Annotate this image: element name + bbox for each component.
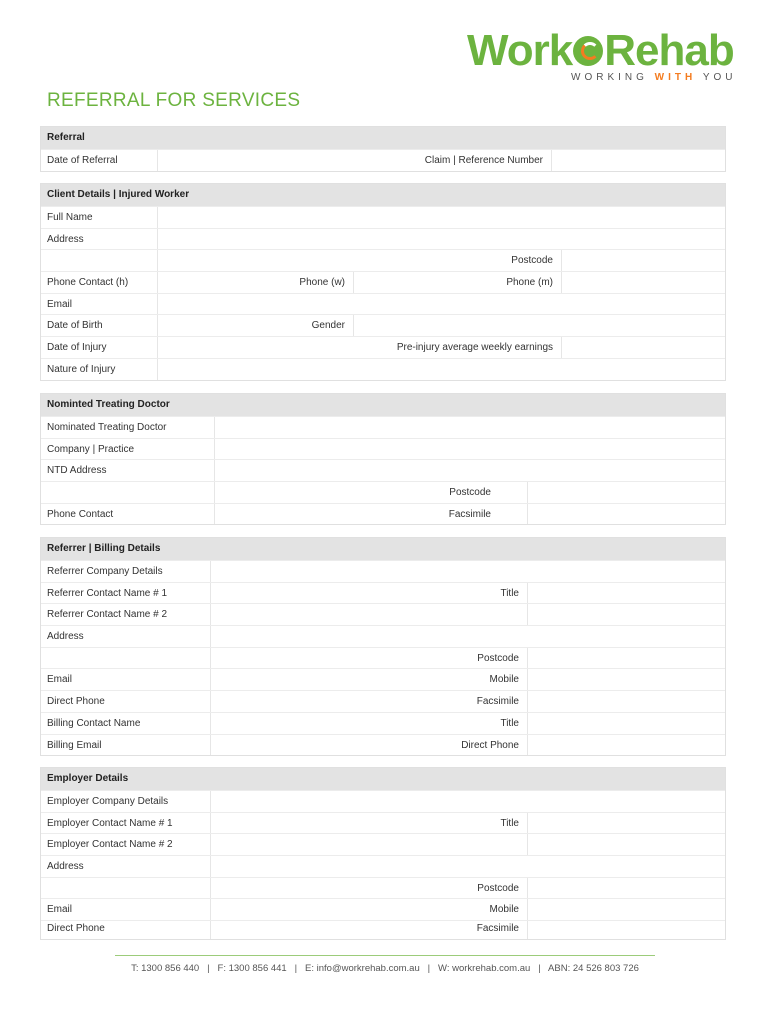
logo-wordmark	[467, 28, 734, 74]
tagline-part: WORKING	[571, 72, 655, 83]
employer-company-field[interactable]	[210, 791, 725, 812]
referrer-address-field[interactable]	[210, 626, 725, 647]
form-row	[41, 336, 725, 358]
phone-home-field[interactable]	[157, 272, 258, 293]
client-details-section	[40, 183, 726, 381]
form-row	[41, 603, 725, 625]
field-label: Referrer Contact Name # 1	[47, 587, 168, 599]
field-label: Gender	[311, 320, 345, 332]
field-label: Pre-injury average weekly earnings	[396, 342, 553, 354]
ntd-address-field[interactable]	[214, 460, 725, 481]
form-row	[41, 790, 725, 812]
field-label: Title	[500, 817, 519, 829]
practice-field[interactable]	[214, 439, 725, 460]
section-heading: Client Details | Injured Worker	[41, 184, 725, 206]
field-label: Employer Contact Name # 2	[47, 839, 173, 851]
field-label: Phone (m)	[506, 277, 553, 289]
form-row	[41, 812, 725, 834]
form-row	[41, 228, 725, 250]
employer-section	[40, 767, 726, 940]
form-row	[41, 293, 725, 315]
section-heading: Referral	[41, 127, 725, 149]
billing-contact-name-field[interactable]	[210, 713, 461, 734]
employer-address-field[interactable]	[210, 856, 725, 877]
section-heading: Referrer | Billing Details	[41, 538, 725, 560]
phone-mobile-field[interactable]	[561, 272, 725, 293]
logo-figure-icon	[573, 36, 603, 66]
form-row	[41, 833, 725, 855]
billing-title-field[interactable]	[527, 713, 725, 734]
form-row	[41, 271, 725, 293]
referrer-mobile-field[interactable]	[527, 669, 725, 690]
weekly-earnings-field[interactable]	[561, 337, 725, 358]
footer-contact-info: T: 1300 856 440 | F: 1300 856 441 | E: info@workrehab.com.au | W: workrehab.com.au | ABN: 24 526 803 726	[131, 963, 639, 974]
logo-text-work: Work	[467, 26, 573, 75]
form-row	[41, 734, 725, 756]
field-label: Facsimile	[476, 696, 519, 708]
tagline-accent: WITH	[654, 72, 697, 83]
employer-contact-1-field[interactable]	[210, 813, 411, 834]
referrer-contact-1-field[interactable]	[210, 583, 411, 604]
form-row	[41, 206, 725, 228]
employer-postcode-field[interactable]	[527, 878, 725, 899]
claim-reference-field[interactable]	[551, 150, 725, 171]
full-name-field[interactable]	[157, 207, 725, 228]
section-heading: Employer Details	[41, 768, 725, 790]
field-label: Claim | Reference Number	[424, 155, 543, 166]
field-label: Address	[47, 861, 84, 873]
field-label: Phone (w)	[299, 277, 345, 289]
form-row	[41, 920, 725, 939]
billing-direct-phone-field[interactable]	[527, 735, 725, 756]
logo-text-rehab: Rehab	[604, 26, 734, 75]
date-of-birth-field[interactable]	[157, 315, 258, 336]
field-label: Direct Phone	[47, 696, 105, 708]
form-row	[41, 459, 725, 481]
address-line-2-field[interactable]	[157, 250, 558, 271]
employer-email-field[interactable]	[210, 899, 461, 920]
form-row	[41, 481, 725, 503]
referrer-email-field[interactable]	[210, 669, 461, 690]
field-label: Phone Contact (h)	[47, 277, 129, 289]
nature-of-injury-field[interactable]	[157, 359, 725, 380]
field-label: Facsimile	[476, 923, 519, 935]
field-label: Date of Injury	[47, 342, 107, 354]
field-label: Postcode	[511, 255, 553, 267]
field-label: Mobile	[489, 904, 519, 916]
email-field[interactable]	[157, 294, 725, 315]
treating-doctor-field[interactable]	[214, 417, 725, 438]
referral-section	[40, 126, 726, 172]
page-title: REFERRAL FOR SERVICES	[47, 90, 301, 111]
field-label: Postcode	[449, 487, 491, 499]
field-label: Direct Phone	[47, 923, 105, 935]
ntd-fax-field[interactable]	[527, 504, 725, 525]
form-row	[41, 416, 725, 438]
gender-field[interactable]	[353, 315, 725, 336]
referrer-address-line-2-field[interactable]	[210, 648, 461, 669]
employer-title-1-field[interactable]	[527, 813, 725, 834]
referrer-billing-section	[40, 537, 726, 756]
date-of-injury-field[interactable]	[157, 337, 258, 358]
field-label: Billing Email	[47, 739, 102, 751]
form-row	[41, 582, 725, 604]
workrehab-logo	[467, 26, 737, 84]
field-label: Referrer Company Details	[47, 566, 163, 577]
employer-title-2-field[interactable]	[527, 834, 725, 855]
section-heading: Nominted Treating Doctor	[41, 394, 725, 416]
form-row	[41, 855, 725, 877]
field-label: Nominated Treating Doctor	[47, 422, 167, 433]
footer-divider	[115, 955, 655, 956]
postcode-field[interactable]	[561, 250, 725, 271]
field-label: Email	[47, 674, 73, 686]
field-label: Employer Contact Name # 1	[47, 817, 173, 829]
ntd-phone-field[interactable]	[214, 504, 415, 525]
field-label: Referrer Contact Name # 2	[47, 609, 168, 621]
form-row	[41, 438, 725, 460]
form-row	[41, 898, 725, 920]
form-row	[41, 668, 725, 690]
field-label: Full Name	[47, 212, 93, 223]
field-label: Title	[500, 587, 519, 599]
referrer-title-2-field[interactable]	[527, 604, 725, 625]
referrer-contact-2-field[interactable]	[210, 604, 411, 625]
referrer-direct-phone-field[interactable]	[210, 691, 461, 712]
referrer-title-1-field[interactable]	[527, 583, 725, 604]
form-row	[41, 625, 725, 647]
date-of-referral-field[interactable]	[157, 150, 388, 171]
form-row	[41, 560, 725, 582]
referrer-company-field[interactable]	[210, 561, 725, 582]
phone-work-field[interactable]	[353, 272, 504, 293]
field-label: Direct Phone	[461, 739, 519, 751]
tagline-part: YOU	[696, 72, 737, 83]
field-label: Employer Company Details	[47, 796, 169, 807]
form-row	[41, 877, 725, 899]
treating-doctor-section	[40, 393, 726, 525]
employer-fax-field[interactable]	[527, 921, 725, 939]
field-label: Facsimile	[448, 508, 491, 520]
form-row	[41, 314, 725, 336]
field-label: Address	[47, 233, 84, 245]
field-label: Title	[500, 717, 519, 729]
field-label: Email	[47, 904, 73, 916]
field-label: Company | Practice	[47, 443, 135, 455]
field-label: Postcode	[477, 652, 519, 664]
logo-tagline	[571, 72, 737, 83]
form-row	[41, 647, 725, 669]
field-label: NTD Address	[47, 465, 107, 477]
form-row	[41, 690, 725, 712]
form-row	[41, 358, 725, 380]
form-row	[41, 503, 725, 525]
employer-contact-2-field[interactable]	[210, 834, 411, 855]
form-row	[41, 249, 725, 271]
field-label: Date of Referral	[47, 155, 118, 166]
field-label: Nature of Injury	[47, 363, 116, 375]
form-row	[41, 149, 725, 171]
field-label: Email	[47, 298, 73, 310]
address-field[interactable]	[157, 229, 725, 250]
employer-address-line-2-field[interactable]	[210, 878, 461, 899]
referrer-fax-field[interactable]	[527, 691, 725, 712]
field-label: Billing Contact Name	[47, 717, 141, 729]
billing-email-field[interactable]	[210, 735, 461, 756]
employer-mobile-field[interactable]	[527, 899, 725, 920]
field-label: Mobile	[489, 674, 519, 686]
ntd-postcode-field[interactable]	[527, 482, 725, 503]
referrer-postcode-field[interactable]	[527, 648, 725, 669]
field-label: Phone Contact	[47, 508, 114, 520]
field-label: Date of Birth	[47, 320, 103, 332]
employer-direct-phone-field[interactable]	[210, 921, 461, 939]
field-label: Address	[47, 631, 84, 643]
field-label: Postcode	[477, 882, 519, 894]
form-row	[41, 712, 725, 734]
